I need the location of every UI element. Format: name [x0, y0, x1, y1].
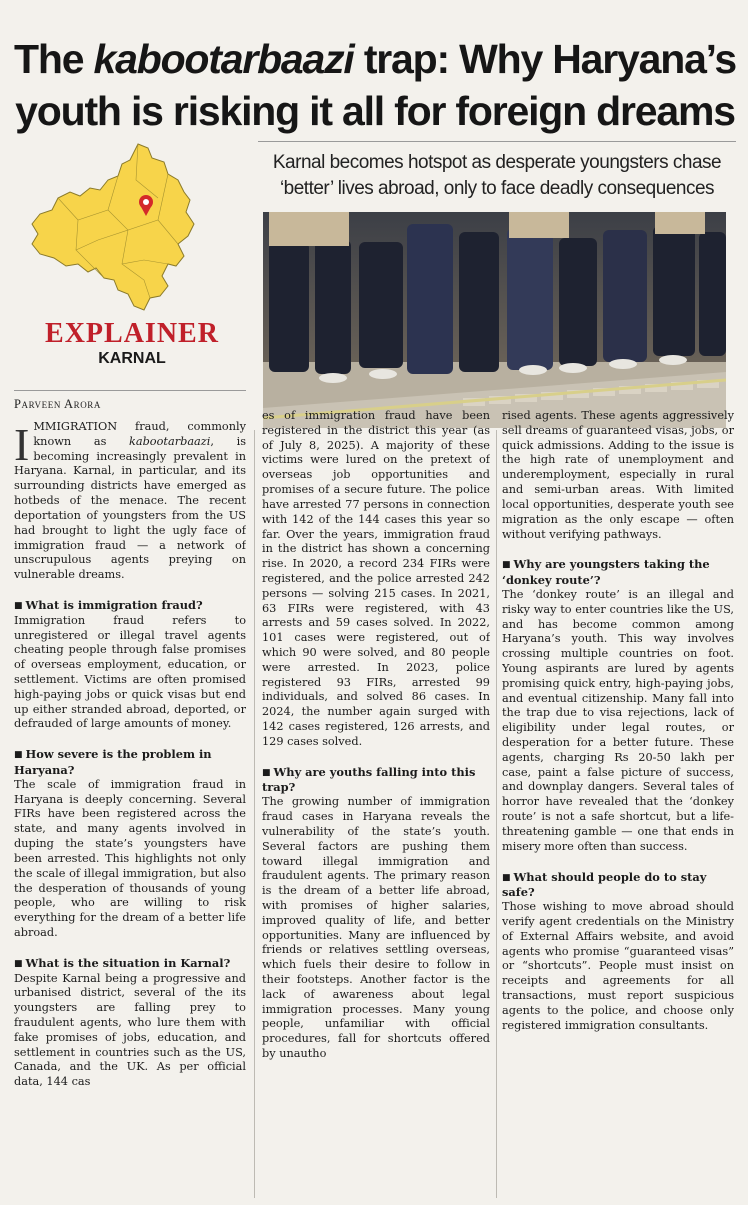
- square-bullet-icon: ■: [502, 560, 511, 571]
- subhead: Karnal becomes hotspot as desperate youngsters chase ‘better’ lives abroad, only to face deadly consequences: [272, 152, 722, 199]
- byline: Parveen Arora: [14, 397, 101, 411]
- question-heading: ■ Why are youths falling into this trap?: [262, 764, 476, 795]
- column-divider-1: [254, 430, 255, 1198]
- intro-paragraph: IMMIGRATION fraud, commonly known as kabootarbaazi, is becoming increasingly prevalent in Haryana. Karnal, in particular, and its surrounding districts have emerged as hotbeds of the menace. The recent deportation of youngsters from the US had brought to light the ugly face of immigration fraud — a network of unscrupulous agents preying on vulnerable dreams.: [14, 420, 246, 582]
- answer-paragraph: The ‘donkey route’ is an illegal and risky way to enter countries like the US, and has become common among Haryana’s youth. This way involves crossing multiple countries on foot. Young aspirants are lured by agents promising quick entry, high-paying jobs, and eventual citizenship. Many fall into the trap due to visa rejections, lack of eligibility under legal routes, or desperation for a better future. These agents, charging Rs 20-50 lakh per case, paint a false picture of success, and downplay dangers. Several tales of horror have revealed that the ‘donkey route’ is not a safe shortcut, but a life-threatening gamble — one that ends in misery more often than success.: [502, 587, 734, 853]
- answer-paragraph: Those wishing to move abroad should verify agent credentials on the Ministry of External Affairs website, and avoid agents who promise “guaranteed visas” or “shortcuts”. People must insist on receipts and agreements for all transactions, must report suspicious agents to the police, and choose only registered immigration consultants.: [502, 900, 734, 1032]
- question-heading: ■ Why are youngsters taking the ‘donkey route’?: [502, 557, 710, 588]
- drop-cap: I: [14, 420, 30, 470]
- square-bullet-icon: ■: [262, 767, 271, 778]
- square-bullet-icon: ■: [14, 958, 23, 969]
- question-heading: ■ What should people do to stay safe?: [502, 869, 707, 900]
- haryana-map-shape: [32, 144, 194, 310]
- column-divider-2: [496, 430, 497, 1198]
- question-heading: ■ What is the situation in Karnal?: [14, 955, 231, 970]
- article-column-1: [14, 420, 246, 1205]
- location-label: KARNAL: [98, 350, 166, 367]
- answer-paragraph: Despite Karnal being a progressive and urbanised district, several of the its youngsters are falling prey to fraudulent agents, who lure them with fake promises of jobs, education, and settlement in countries such as the US, Canada, and the UK. As per official data, 144 cas: [14, 971, 246, 1089]
- explainer-tag: EXPLAINER: [45, 318, 219, 349]
- answer-paragraph: Immigration fraud refers to unregistered or illegal travel agents cheating people through false promises of overseas employment, education, or settlement. Victims are often promised high-paying jobs or quick visas but end up either stranded abroad, deported, or defrauded of large amounts of money.: [14, 613, 246, 731]
- answer-paragraph: rised agents. These agents aggressively sell dreams of guaranteed visas, jobs, or quick admissions. Adding to the issue is the high rate of unemployment and underemployment, especially in rural and semi-urban areas. With limited local opportunities, desperate youth see migration as the only escape — often without verifying pathways.: [502, 409, 734, 541]
- article-column-2: [262, 409, 490, 1194]
- question-heading: ■ What is immigration fraud?: [14, 597, 203, 612]
- answer-paragraph: The growing number of immigration fraud cases in Haryana reveals the vulnerability of the state’s youth. Several factors are pushing them toward illegal immigration and fraudulent agents. The primary reason is the dream of a better life abroad, with promises of higher salaries, improved quality of life, and better opportunities. Many are influenced by friends or relatives settling overseas, which fuels their desire to follow in their footsteps. Another factor is the lack of awareness about legal immigration processes. Many young people, unfamiliar with official procedures, fall for shortcuts offered by unautho: [262, 795, 490, 1061]
- headline: The kabootarbaazi trap: Why Haryana’s youth is risking it all for foreign dreams: [14, 36, 736, 135]
- answer-paragraph: es of immigration fraud have been registered in the district this year (as of July 8, 2025). A majority of these victims were lured on the pretext of overseas job opportunities and promises of a secure future. The police have arrested 77 persons in connection with 142 of the 144 cases this year so far. Over the years, immigration fraud in the district has shown a concerning rise. In 2020, a record 234 FIRs were registered, and the police arrested 242 persons — solving 215 cases. In 2021, 63 FIRs were registered, with 43 arrests and 59 cases solved. In 2022, 101 cases were registered, out of which 90 were solved, and 80 people were arrested. In 2023, police registered 93 FIRs, arrested 99 individuals, and solved 86 cases. In 2024, the number again surged with 142 cases registered, 126 arrests, and 129 cases solved.: [262, 409, 490, 748]
- question-heading: ■ How severe is the problem in Haryana?: [14, 747, 212, 778]
- haryana-map: [18, 140, 240, 315]
- deportees-photo: [263, 212, 726, 428]
- square-bullet-icon: ■: [14, 750, 23, 761]
- square-bullet-icon: ■: [14, 600, 23, 611]
- subhead-rule: [258, 141, 736, 142]
- answer-paragraph: The scale of immigration fraud in Haryana is deeply concerning. Several FIRs have been registered across the state, and many agents involved in duping the state’s youngsters have been arrested. This highlights not only the scale of illegal immigration, but also the desperation of thousands of young people, who are willing to risk everything for the dream of a better life abroad.: [14, 777, 246, 939]
- byline-rule: [14, 390, 246, 391]
- square-bullet-icon: ■: [502, 872, 511, 883]
- article-column-3: [502, 409, 734, 1194]
